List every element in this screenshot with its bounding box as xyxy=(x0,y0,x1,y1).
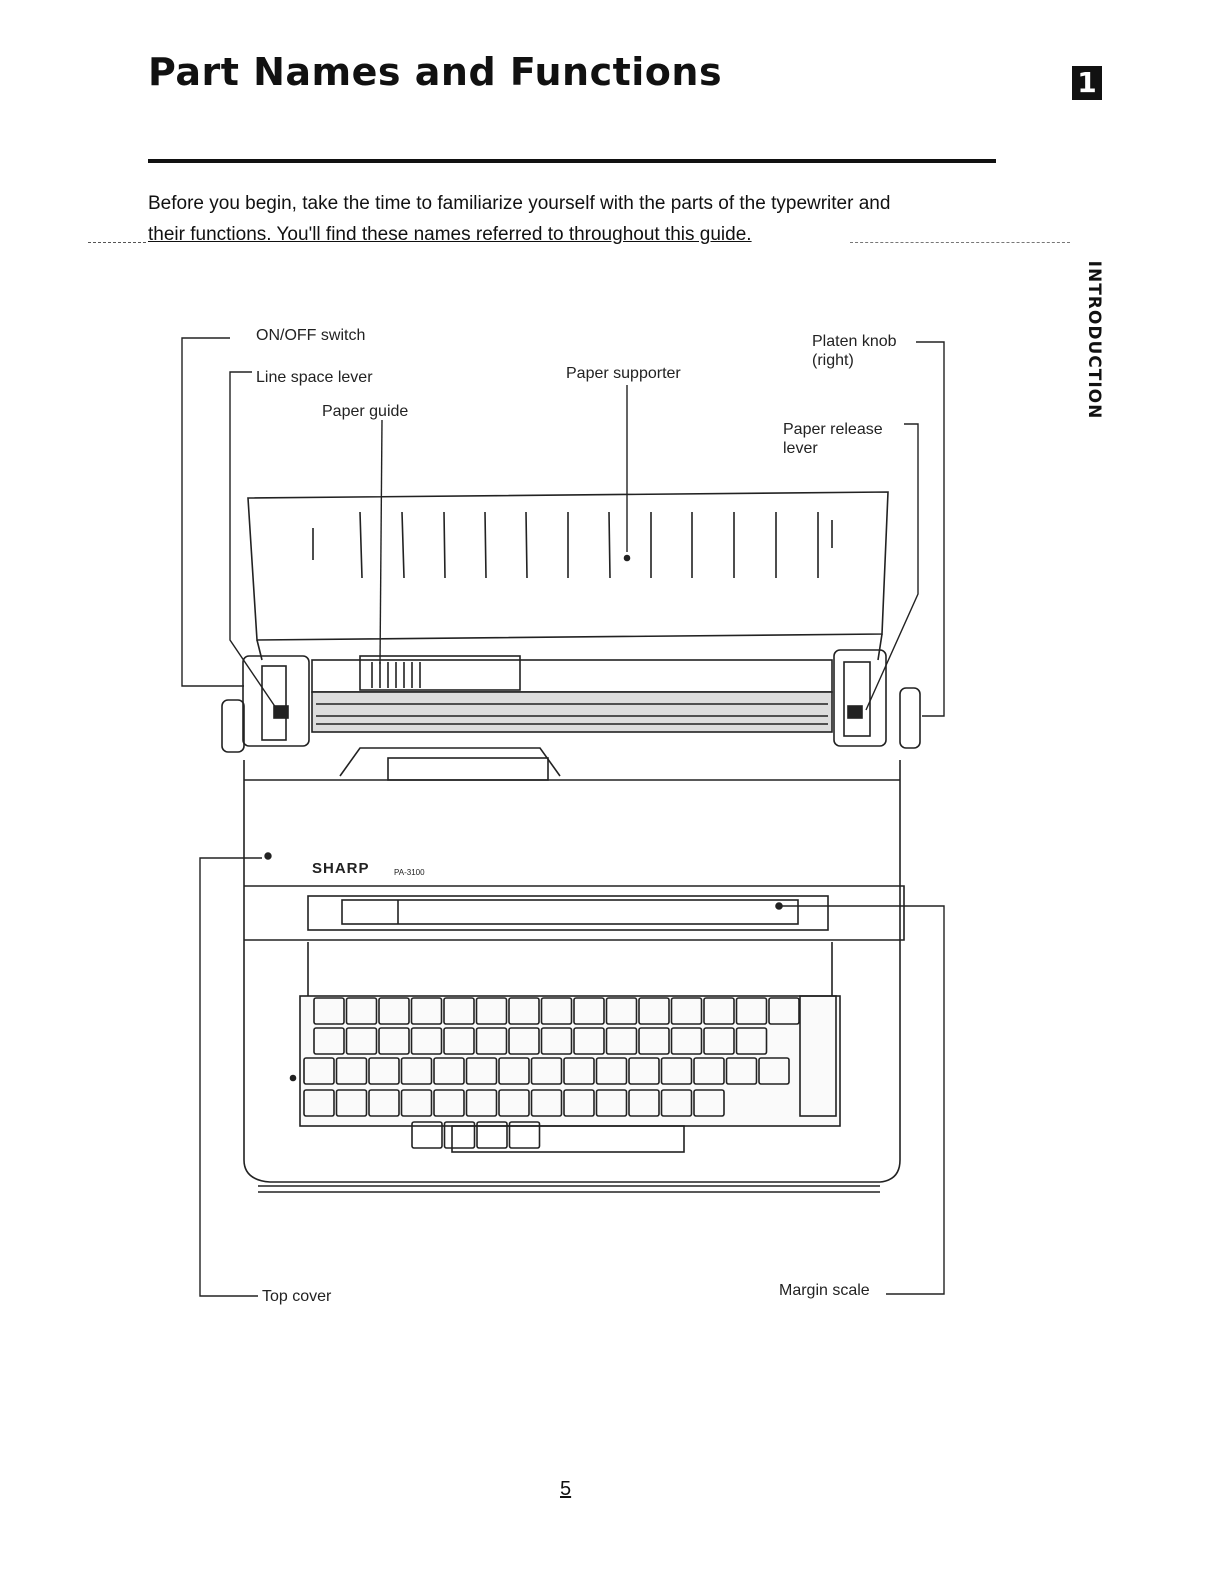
label-paper-release-lever-sub: lever xyxy=(783,440,818,457)
label-paper-guide: Paper guide xyxy=(322,403,409,420)
label-top-cover: Top cover xyxy=(262,1288,332,1305)
label-paper-release-lever: Paper release xyxy=(783,421,883,438)
chapter-side-tab-label: INTRODUCTION xyxy=(1084,260,1104,420)
intro-line-2: their functions. You'll find these names referred to throughout this guide. xyxy=(148,224,752,245)
chapter-number-badge: 1 xyxy=(1072,66,1102,100)
label-platen-knob-sub: (right) xyxy=(812,352,854,369)
typewriter-body-illustration xyxy=(244,760,904,1192)
carriage-illustration xyxy=(222,650,920,780)
brand-logo-text: SHARP xyxy=(312,860,370,877)
label-line-space-lever: Line space lever xyxy=(256,369,373,386)
paper-supporter-illustration xyxy=(248,492,888,660)
label-paper-supporter: Paper supporter xyxy=(566,365,681,382)
page-number: 5 xyxy=(560,1478,572,1500)
intro-line-1: Before you begin, take the time to familiarize yourself with the parts of the typewriter and xyxy=(148,193,891,214)
model-number-text: PA-3100 xyxy=(394,868,425,877)
page-title: Part Names and Functions xyxy=(148,50,723,94)
keyboard-illustration xyxy=(291,942,841,1152)
label-margin-scale: Margin scale xyxy=(779,1282,870,1299)
label-on-off-switch: ON/OFF switch xyxy=(256,327,366,344)
label-platen-knob: Platen knob xyxy=(812,333,897,350)
